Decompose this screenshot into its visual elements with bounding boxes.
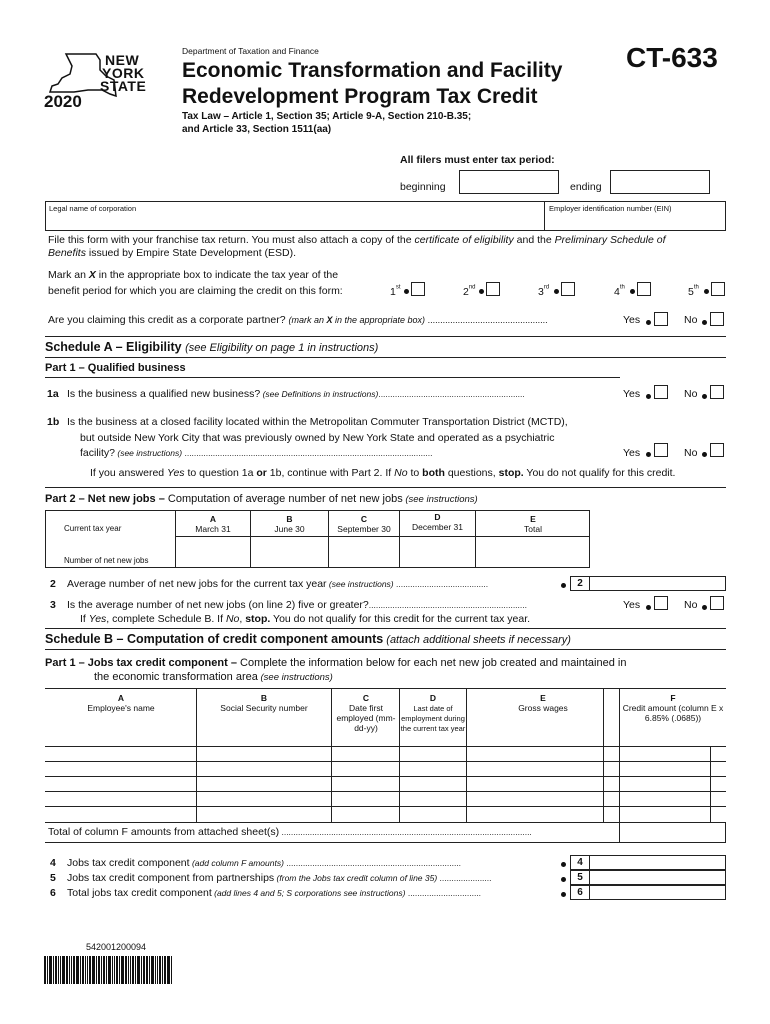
- bullet-icon: [554, 289, 559, 294]
- benefit-1-sup: st: [395, 284, 401, 291]
- col-a-letter: A: [209, 514, 217, 524]
- ein-label: Employer identification number (EIN): [549, 204, 672, 213]
- grid-line: [710, 746, 711, 823]
- line4-text: Jobs tax credit component: [67, 857, 190, 869]
- net-jobs-a-input[interactable]: [176, 537, 249, 567]
- line5-row: [67, 872, 492, 884]
- emp-col-d-header: [400, 693, 466, 734]
- benefit-line1: [48, 269, 338, 281]
- answer-note-d: to: [407, 467, 423, 479]
- line4-input[interactable]: [589, 855, 726, 870]
- bullet-icon: [646, 605, 651, 610]
- total-attached-dots: ..........................................................................................................: [279, 827, 532, 837]
- col-e-label: Total: [524, 524, 542, 534]
- line2-number: 2: [50, 578, 56, 590]
- benefit-option-1[interactable]: [390, 282, 401, 300]
- table-row: [45, 791, 726, 792]
- divider: [45, 336, 726, 337]
- line3-no-label: No: [684, 599, 698, 611]
- net-jobs-label: Number of net new jobs: [64, 556, 149, 565]
- emp-col-a-label: Employee's name: [87, 703, 155, 713]
- form-number: CT-633: [626, 42, 718, 73]
- net-jobs-b-input[interactable]: [251, 537, 327, 567]
- benefit-option-4[interactable]: [614, 282, 625, 300]
- line5-number: 5: [50, 872, 56, 884]
- q1b-facility: facility?: [80, 447, 116, 459]
- tax-year: 2020: [44, 92, 82, 111]
- line4-note: (add column F amounts): [189, 858, 284, 868]
- benefit-x: X: [88, 269, 96, 281]
- line5-dots: ......................: [437, 873, 492, 883]
- col-a-header: [176, 514, 250, 534]
- line3-text: Is the average number of net new jobs (on line 2) five or greater?: [67, 599, 369, 611]
- schedule-a-subtitle: (see Eligibility on page 1 in instructions): [185, 342, 379, 354]
- intro-and: and the: [513, 234, 555, 246]
- part2-heading: Part 2 – Net new jobs –: [45, 493, 165, 505]
- line2-dots: .......................................: [393, 579, 489, 589]
- benefit-2-sup: nd: [468, 284, 476, 291]
- q1a-row: [67, 388, 525, 400]
- bullet-icon: [646, 320, 651, 325]
- checkbox-year-5[interactable]: [711, 282, 725, 296]
- divider: [45, 487, 726, 488]
- grid-line: [331, 688, 332, 823]
- benefit-1-num: 1: [390, 286, 396, 298]
- tax-law-line2: and Article 33, Section 1511(aa): [182, 124, 332, 135]
- answer-note-f: You do not qualify for this credit.: [523, 467, 676, 479]
- bullet-icon: [561, 892, 566, 897]
- net-jobs-c-input[interactable]: [329, 537, 398, 567]
- line3-sub-yes: Yes: [88, 613, 107, 625]
- q1b-no-label: No: [684, 447, 698, 459]
- schedule-b-title: [45, 632, 571, 646]
- line3-number: 3: [50, 599, 56, 611]
- answer-note-c: 1b, continue with Part 2. If: [266, 467, 395, 479]
- schedule-b-part1-note: (see instructions): [257, 672, 333, 683]
- line3-sub-a: If: [80, 613, 89, 625]
- answer-note-both: both: [422, 467, 445, 479]
- emp-col-a-header: [46, 693, 196, 713]
- total-attached-input[interactable]: [619, 822, 726, 843]
- emp-col-e-letter: E: [540, 693, 546, 703]
- line5-note: (from the Jobs tax credit column of line 35): [274, 873, 438, 883]
- q1b-number: 1b: [47, 416, 60, 428]
- benefit-option-2[interactable]: [463, 282, 476, 300]
- intro-benefits: Benefits: [48, 247, 86, 259]
- department-name: Department of Taxation and Finance: [182, 46, 319, 56]
- q1b-no-checkbox[interactable]: [710, 443, 724, 457]
- table-row: [45, 806, 726, 807]
- answer-note-b: to question 1a: [184, 467, 257, 479]
- bullet-icon: [702, 394, 707, 399]
- bullet-icon: [404, 289, 409, 294]
- line6-text: Total jobs tax credit component: [67, 887, 212, 899]
- benefit-4-num: 4: [614, 286, 620, 298]
- checkbox-year-1[interactable]: [411, 282, 425, 296]
- barcode-icon: [44, 956, 194, 986]
- bullet-icon: [704, 289, 709, 294]
- divider: [45, 842, 619, 843]
- emp-col-c-label: Date first employed (mm-dd-yy): [336, 703, 396, 733]
- emp-col-f-letter: F: [670, 693, 676, 703]
- line4-box-label: 4: [570, 855, 590, 870]
- part2-note: (see instructions): [402, 494, 478, 505]
- intro-schedule: Preliminary Schedule of: [554, 234, 666, 246]
- bullet-icon: [702, 452, 707, 457]
- tax-period-label: All filers must enter tax period:: [400, 154, 555, 166]
- line3-sub-c: ,: [239, 613, 246, 625]
- emp-col-b-header: [197, 693, 331, 713]
- checkbox-year-4[interactable]: [637, 282, 651, 296]
- total-attached-label: Total of column F amounts from attached sheet(s): [48, 826, 280, 838]
- q1a-text: Is the business a qualified new business?: [67, 388, 261, 400]
- partner-no-label: No: [684, 314, 698, 326]
- emp-col-b-letter: B: [260, 693, 268, 703]
- checkbox-year-2[interactable]: [486, 282, 500, 296]
- intro-line2: [48, 247, 296, 259]
- form-title-line2: Redevelopment Program Tax Credit: [182, 85, 538, 108]
- schedule-b-part1-line2: [94, 671, 333, 683]
- line2-note: (see instructions): [326, 579, 394, 589]
- q1a-yes-checkbox[interactable]: [654, 385, 668, 399]
- col-e-letter: E: [530, 514, 536, 524]
- benefit-5-sup: th: [693, 284, 699, 291]
- line6-number: 6: [50, 887, 56, 899]
- emp-col-f-header: [620, 693, 726, 723]
- emp-col-b-label: Social Security number: [220, 703, 308, 713]
- line6-box-label: 6: [570, 885, 590, 900]
- q1a-yes-label: Yes: [623, 388, 641, 400]
- corp-name-field[interactable]: [45, 201, 545, 231]
- line4-number: 4: [50, 857, 56, 869]
- schedule-b-part1-desc: Complete the information below for each net new job created and maintained in: [236, 657, 627, 669]
- corp-name-label: Legal name of corporation: [49, 204, 137, 213]
- col-c-letter: C: [360, 514, 368, 524]
- benefit-rest: in the appropriate box to indicate the tax year of the: [95, 269, 339, 281]
- partner-note-b: in the appropriate box): [332, 315, 426, 325]
- answer-note-no: No: [394, 467, 408, 479]
- line3-sub-d: You do not qualify for this credit for the current tax year.: [270, 613, 531, 625]
- q1a-no-label: No: [684, 388, 698, 400]
- col-d-label: December 31: [411, 522, 464, 532]
- beginning-input[interactable]: [459, 170, 559, 194]
- col-e-header: [476, 514, 590, 534]
- ein-field[interactable]: [544, 201, 726, 231]
- partner-note: [288, 315, 425, 325]
- intro-certificate: certificate of eligibility: [414, 234, 514, 246]
- line4-row: [67, 857, 461, 869]
- q1b-note: (see instructions): [115, 448, 183, 458]
- line3-yes-label: Yes: [623, 599, 641, 611]
- bullet-icon: [702, 605, 707, 610]
- partner-no-checkbox[interactable]: [710, 312, 724, 326]
- col-b-letter: B: [286, 514, 293, 524]
- benefit-option-5[interactable]: [688, 282, 699, 300]
- line5-text: Jobs tax credit component from partnerships: [67, 872, 275, 884]
- intro-text: File this form with your franchise tax return. You must also attach a copy of the: [48, 234, 415, 246]
- schedule-b-part1: [45, 657, 626, 669]
- bullet-icon: [561, 862, 566, 867]
- answer-note-e: questions,: [444, 467, 499, 479]
- answer-note-stop: stop.: [498, 467, 524, 479]
- tax-law-line1: Tax Law – Article 1, Section 35; Article 9-A, Section 210-B.35;: [182, 111, 472, 122]
- bullet-icon: [646, 452, 651, 457]
- benefit-line2: benefit period for which you are claiming the credit on this form:: [48, 285, 343, 297]
- schedule-a-heading: Schedule A – Eligibility: [45, 340, 182, 354]
- benefit-2-num: 2: [463, 286, 469, 298]
- table-row: [45, 746, 726, 747]
- q1a-no-checkbox[interactable]: [710, 385, 724, 399]
- col-b-header: [251, 514, 328, 534]
- benefit-4-sup: th: [619, 284, 625, 291]
- logo-text-york: YORK: [102, 65, 145, 81]
- emp-col-e-header: [467, 693, 619, 713]
- line5-box-label: 5: [570, 870, 590, 885]
- intro-esd: issued by Empire State Development (ESD).: [85, 247, 297, 259]
- line3-yes-checkbox[interactable]: [654, 596, 668, 610]
- divider: [45, 357, 726, 358]
- partner-dots: ................................................: [425, 315, 548, 325]
- total-attached-row: [48, 826, 532, 838]
- form-title-line1: Economic Transformation and Facility: [182, 59, 563, 82]
- emp-col-a-letter: A: [117, 693, 125, 703]
- answer-note: [90, 467, 675, 479]
- line3-row: [67, 599, 527, 611]
- line3-sub-stop: stop.: [245, 613, 271, 625]
- beginning-label: beginning: [400, 181, 446, 193]
- line3-dots: ...................................................................: [368, 600, 527, 610]
- emp-col-d-label: Last date of employment during the current tax year: [400, 704, 466, 733]
- bullet-icon: [561, 877, 566, 882]
- schedule-b-part1-heading: Part 1 – Jobs tax credit component –: [45, 657, 237, 669]
- bullet-icon: [646, 394, 651, 399]
- line2-box-label: 2: [570, 576, 590, 591]
- partner-yes-label: Yes: [623, 314, 641, 326]
- line3-no-checkbox[interactable]: [710, 596, 724, 610]
- nys-logo: [44, 50, 154, 110]
- q1b-dots: .........................................................................................................: [182, 448, 433, 458]
- line5-input[interactable]: [589, 870, 726, 885]
- benefit-option-3[interactable]: [538, 282, 549, 300]
- line3-sub-no: No: [225, 613, 240, 625]
- intro-line1: [48, 234, 666, 246]
- checkbox-year-3[interactable]: [561, 282, 575, 296]
- table-row: [45, 776, 726, 777]
- part1-title: Part 1 – Qualified business: [45, 362, 186, 374]
- divider: [45, 649, 726, 650]
- line6-dots: ...............................: [405, 888, 482, 898]
- col-c-header: [329, 514, 399, 534]
- partner-note-x: X: [326, 315, 333, 325]
- schedule-b-subtitle: (attach additional sheets if necessary): [383, 634, 571, 646]
- partner-note-a: (mark an: [288, 315, 327, 325]
- net-jobs-e-input[interactable]: [476, 537, 589, 567]
- col-a-label: March 31: [195, 524, 231, 534]
- partner-question: [48, 314, 548, 326]
- line6-note: (add lines 4 and 5; S corporations see instructions): [211, 888, 406, 898]
- logo-text-state: STATE: [100, 78, 147, 94]
- line6-input[interactable]: [589, 885, 726, 900]
- form-id: 542001200094: [86, 942, 147, 952]
- divider: [45, 377, 620, 378]
- q1b-line2: but outside New York City that was previously owned by New York State and operated as a psychiatric: [80, 432, 555, 444]
- answer-note-or: or: [256, 467, 267, 479]
- net-jobs-d-input[interactable]: [400, 537, 474, 567]
- col-b-label: June 30: [274, 524, 305, 534]
- bullet-icon: [702, 320, 707, 325]
- bullet-icon: [630, 289, 635, 294]
- partner-text: Are you claiming this credit as a corporate partner?: [48, 314, 286, 326]
- q1a-number: 1a: [47, 388, 59, 400]
- benefit-3-num: 3: [538, 286, 544, 298]
- answer-note-yes: Yes: [167, 467, 185, 479]
- q1b-line1: Is the business at a closed facility located within the Metropolitan Commuter Transportation District (MCTD),: [67, 416, 568, 428]
- q1b-yes-checkbox[interactable]: [654, 443, 668, 457]
- part2-sub: Computation of average number of net new jobs: [164, 493, 403, 505]
- benefit-3-sup: rd: [543, 284, 550, 291]
- col-d-header: [400, 512, 475, 532]
- table-row: [45, 761, 726, 762]
- emp-col-d-letter: D: [429, 693, 437, 703]
- line2-row: [67, 578, 488, 590]
- line2-text: Average number of net new jobs for the current tax year: [67, 578, 327, 590]
- bullet-icon: [561, 583, 566, 588]
- schedule-b-heading: Schedule B – Computation of credit component amounts: [45, 632, 384, 646]
- divider: [45, 628, 726, 629]
- benefit-5-num: 5: [688, 286, 694, 298]
- col-d-letter: D: [434, 512, 441, 522]
- logo-text-new: NEW: [105, 52, 140, 68]
- ending-label: ending: [570, 181, 602, 193]
- line3-sub-b: , complete Schedule B. If: [106, 613, 226, 625]
- q1a-note: (see Definitions in instructions): [260, 389, 379, 399]
- schedule-a-title: [45, 340, 378, 354]
- bullet-icon: [479, 289, 484, 294]
- q1b-yes-label: Yes: [623, 447, 641, 459]
- q1a-dots: ..............................................................: [378, 389, 525, 399]
- q1b-line3: [80, 447, 432, 459]
- line2-input[interactable]: [589, 576, 726, 591]
- emp-col-c-header: [336, 693, 396, 733]
- answer-note-a: If you answered: [90, 467, 168, 479]
- line6-row: [67, 887, 481, 899]
- ending-input[interactable]: [610, 170, 710, 194]
- emp-col-f-label: Credit amount (column E x 6.85% (.0685)): [622, 703, 724, 723]
- emp-col-e-label: Gross wages: [518, 703, 568, 713]
- line3-sub: [80, 613, 530, 625]
- part2-title: [45, 493, 478, 505]
- partner-yes-checkbox[interactable]: [654, 312, 668, 326]
- schedule-b-part1-desc2: the economic transformation area: [94, 671, 258, 683]
- col-c-label: September 30: [337, 524, 391, 534]
- current-year-label: Current tax year: [64, 524, 122, 533]
- emp-col-c-letter: C: [362, 693, 370, 703]
- line4-dots: ..........................................................................: [283, 858, 462, 868]
- benefit-mark: Mark an: [48, 269, 89, 281]
